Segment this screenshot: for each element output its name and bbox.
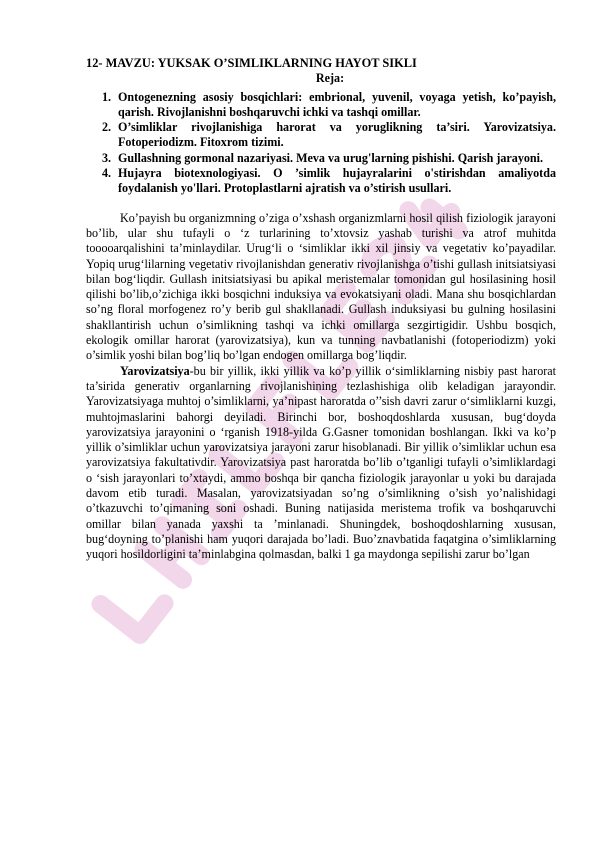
plan-item [86, 151, 556, 166]
term-yarovizatsiya: Yarovizatsiya [120, 363, 190, 378]
plan-heading: Reja: [315, 71, 345, 86]
plan-item-number: 2. [102, 120, 112, 135]
plan-item-number: 3. [102, 150, 112, 165]
paragraph-yarovizatsiya-text: -bu bir yillik, ikki yillik va ko’p yillik o‘simliklarning nisbiy past harorat ta’sirida generativ organlarning rivojlanishining tezlashishiga olib keladigan jarayondir. Yarovizatsiyaga muhtoj o’simliklarni, ya’nipast haroratda o’’sish davri zarur o‘simliklarni kuzgi, muhtojmaslarini bahorgi deyiladi. Birinchi bor, boshoqdoshlarda xususan, bug‘doyda yarovizatsiya jarayonini o ‘rganish 1918-yilda G.Gasner tomonidan boshlangan. Ikki va ko’p yillik o’simliklar uchun yarovizatsiya jarayoni zarur hisoblanadi. Bir yillik o’simliklar uchun esa yarovizatsiya fakultativdir. Yarovizatsiya past haroratda bo’lib o’tganligi tufayli o’simliklardagi o ‘sish jarayonlari to’xtaydi, ammo boshqa bir qancha fiziologik jarayonlar u yoki bu darajada davom etib turadi. Masalan, yarovizatsiyadan so’ng o’simlikning o’sish yo’nalishidagi o’tkazuvchi to’qimaning soni oshadi. Buning natijasida meristema trofik va boshqaruvchi omillar bilan yanada yaxshi ta ’minlanadi. Shuningdek, boshoqdoshlarning xususan, bug‘doyning to’planishi ham yuqori darajada bo’ladi. Buo’znavbatida faqatgina o’simliklarning yuqori hosildorligini ta’minlabgina qolmasdan, balki 1 ga maydonga sepilishi zarur bo’lgan [86, 363, 556, 562]
plan-item-number: 1. [102, 89, 112, 104]
plan-item-number: 4. [102, 166, 112, 181]
plan-item-text: Hujayra biotexnologiyasi. O ’simlik hujayralarini o'stirishdan amaliyotda foydalanish yo'llari. Protoplastlarni ajratish va o’stirish usullari. [118, 166, 556, 196]
document-page [86, 56, 556, 563]
plan-item [86, 90, 556, 121]
plan-list [86, 90, 556, 197]
plan-item [86, 166, 556, 197]
paragraph-yarovizatsiya [86, 364, 556, 563]
plan-item-text: Gullashning gormonal nazariyasi. Meva va urug'larning pishishi. Qarish jarayoni. [118, 150, 544, 165]
page-title: 12- MAVZU: YUKSAK O’SIMLIKLARNING HAYOT SIKLI [86, 56, 417, 70]
plan-item-text: O’simliklar rivojlanishiga harorat va yoruglikning ta’siri. Yarovizatsiya. Fotoperiodizm. Fitoxrom tizimi. [118, 120, 556, 150]
plan-item [86, 120, 556, 151]
plan-item-text: Ontogenezning asosiy bosqichlari: embrional, yuvenil, voyaga yetish, ko’payish, qarish. Rivojlanishni boshqaruvchi ichki va tashqi omillar. [118, 89, 556, 119]
paragraph-reproduction: Ko’payish bu organizmning o’ziga o’xshash organizmlarni hosil qilish fiziologik jarayoni bo’lib, ular shu tufayli o ‘z turlarining to’xtovsiz yashab turishi va atrof muhitda tooooarqalishini ta’minlaydilar. Urug‘li o ‘simliklar ikki xil jinsiy va vegetativ ko’payadilar. Yopiq urug‘lilarning vegetativ rivojlanishdan generativ rivojlanishga o’tishi gullash initsiatsiyasi bilan bog‘liqdir. Gullash initsiatsiyasi bu apikal meristemalar tomonidan gul hosilasining hosil qilishi bo’lib,o’zichiga ikki bosqichni induksiya va evokatsiyani oladi. Mana shu bosqichlardan so’ng floral morfogenez ro’y berib gul shakllanadi. Gullash induksiyasi bu gulning hosilasini shakllantirish uchun o’simlikning tashqi va ichki omillarga sezgirtigidir. Ushbu bosqich, ekologik omillar harorat (yarovizatsiya), kun va tunning navbatlanishi (fotoperiodizm) yoki o’simlik yoshi bilan bog’liq bo’lgan endogen omillarga bog’liqdir. [86, 210, 556, 363]
spacer [86, 197, 556, 211]
